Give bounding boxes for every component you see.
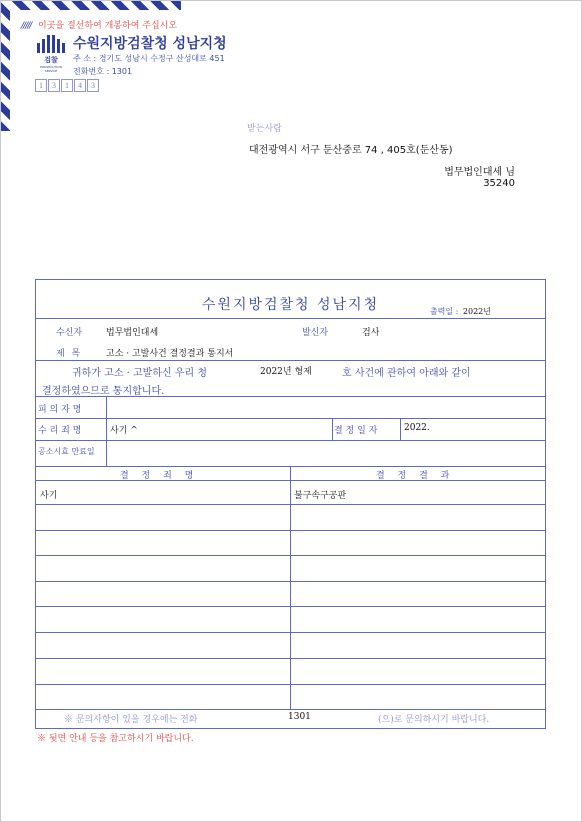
- charge-label: 수 리 죄 명: [38, 426, 82, 436]
- decision-notice-form: [35, 279, 546, 729]
- scissor-guide-icon: /////: [21, 21, 32, 31]
- subject-field-label: 제 목: [56, 349, 83, 359]
- sender-org-name: 수원지방검찰청 성남지청: [73, 36, 227, 52]
- intro-text-3: 결정하였으므로 통지합니다.: [42, 386, 165, 397]
- recipient-name: 법무법인대세 님: [444, 167, 515, 178]
- decision-date-label: 결 정 일 자: [334, 426, 378, 436]
- sender-address: 주 소 : 경기도 성남시 수정구 산성대로 451: [73, 54, 225, 63]
- zip-digit: 4: [74, 79, 86, 92]
- address-value: 경기도 성남시 수정구 산성대로 451: [98, 54, 225, 63]
- recipient-zip: 35240: [483, 178, 515, 189]
- table-row: [36, 684, 545, 685]
- prosecution-logo: [37, 35, 65, 73]
- table-row: [36, 504, 545, 505]
- table-row: [36, 581, 545, 582]
- logo-subtext: PROSECUTION SERVICE: [40, 65, 62, 73]
- sender-phone: 전화번호 : 1301: [73, 67, 133, 76]
- suspect-label: 피 의 자 명: [38, 405, 82, 415]
- airmail-stripe-left: [1, 1, 10, 131]
- divider: [36, 396, 545, 397]
- result-column-divider: [290, 466, 291, 710]
- table-cell-crime: 사기: [40, 491, 58, 501]
- table-row: [36, 658, 545, 659]
- tear-notice: [21, 18, 177, 31]
- column-divider: [332, 418, 333, 440]
- inquiry-phone: 1301: [288, 712, 311, 722]
- divider: [36, 440, 545, 441]
- zip-digit: 3: [87, 79, 99, 92]
- recipient-field-value: 법무법인대세: [106, 328, 159, 338]
- inquiry-note-text-2: (으)로 문의하시기 바랍니다.: [378, 715, 490, 725]
- phone-value: 1301: [111, 67, 133, 76]
- tear-notice-text: 이곳을 절선하여 개봉하여 주십시오: [38, 21, 178, 31]
- zip-digit: 1: [35, 79, 47, 92]
- output-date-label: 출력일 :: [429, 307, 459, 316]
- address-label: 주 소: [73, 54, 91, 63]
- divider: [36, 318, 545, 319]
- sender-field-label: 발신자: [302, 328, 329, 338]
- table-row: [36, 709, 545, 710]
- decision-result-header: 결 정 결 과: [376, 471, 455, 481]
- zip-digit: 1: [61, 79, 73, 92]
- zip-digit: 3: [48, 79, 60, 92]
- divider: [36, 480, 545, 481]
- table-row: [36, 555, 545, 556]
- table-row: [36, 606, 545, 607]
- subject-field-value: 고소 · 고발사건 결정결과 통지서: [106, 349, 234, 359]
- recipient-label: 받는사람: [247, 124, 282, 134]
- logo-text: 검찰: [44, 56, 58, 64]
- sender-zip-boxes: [35, 79, 99, 92]
- label-column-divider: [106, 396, 107, 466]
- airmail-stripe-top: [1, 1, 181, 10]
- output-date-value: 2022년: [462, 307, 491, 316]
- table-row: [36, 530, 545, 531]
- back-page-warning: ※ 뒷면 안내 등을 참고하시기 바랍니다.: [37, 734, 194, 744]
- sender-field-value: 검사: [362, 328, 380, 338]
- output-date: [430, 306, 491, 317]
- recipient-field-label: 수신자: [56, 328, 83, 338]
- intro-text-1: 귀하가 고소 · 고발하신 우리 청: [72, 368, 207, 379]
- decision-date-value: 2022.: [404, 423, 430, 433]
- charge-value: 사기 ^: [110, 426, 138, 436]
- table-cell-result: 불구속구공판: [294, 491, 347, 501]
- divider: [36, 360, 545, 361]
- intro-case-year: 2022년 형제: [260, 367, 312, 377]
- intro-text-2: 호 사건에 관하여 아래와 같이: [342, 368, 471, 379]
- recipient-address: 대전광역시 서구 둔산중로 74 , 405호(둔산동): [249, 145, 453, 156]
- table-row: [36, 632, 545, 633]
- divider: [36, 418, 545, 419]
- form-title: 수원지방검찰청 성남지청: [201, 297, 380, 313]
- decision-crime-header: 결 정 죄 명: [120, 471, 199, 481]
- statute-limit-label: 공소시효 만료일: [38, 447, 95, 456]
- column-divider: [400, 418, 401, 440]
- inquiry-note-text-1: ※ 문의사항이 있을 경우에는 전화: [64, 715, 198, 725]
- phone-label: 전화번호: [73, 67, 104, 76]
- logo-bars-icon: [37, 35, 65, 53]
